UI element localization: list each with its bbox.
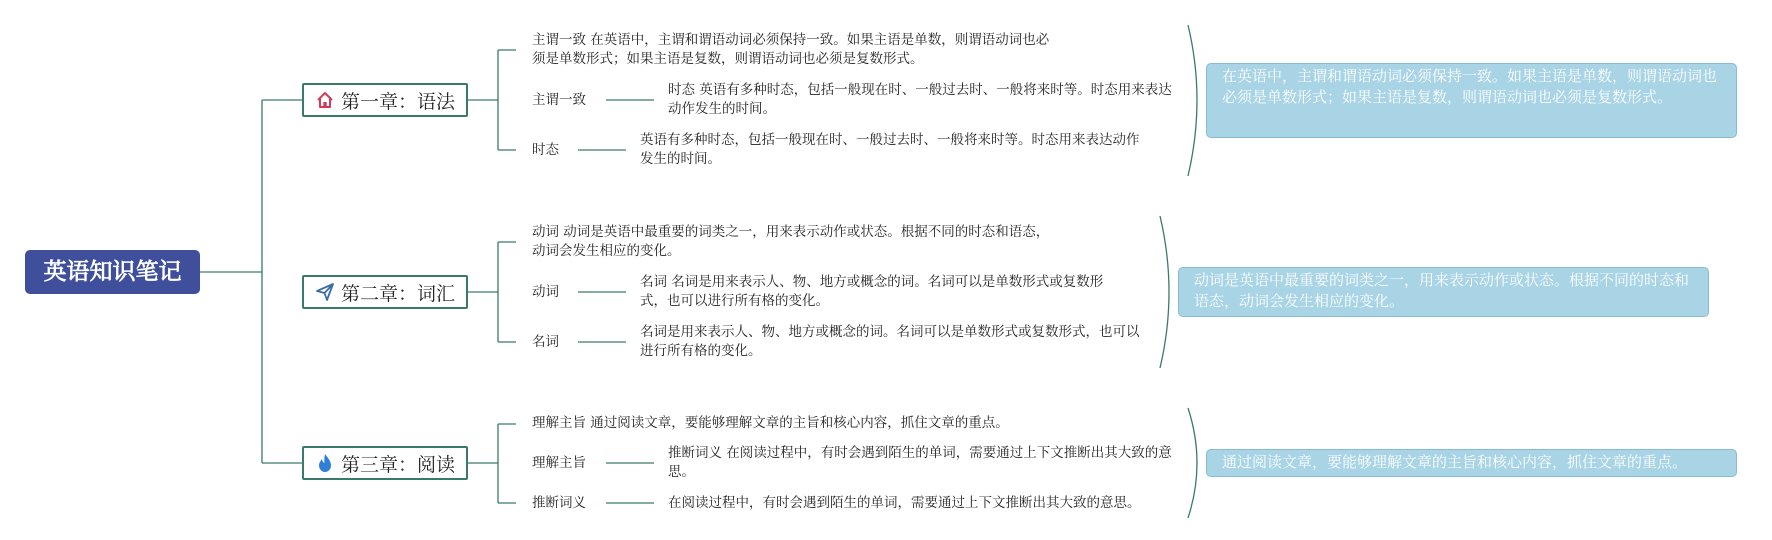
chapter-title: 第三章：阅读 <box>340 453 455 476</box>
root-node[interactable]: 英语知识笔记 <box>25 250 200 294</box>
chapter-vocabulary-node[interactable] <box>302 275 468 309</box>
leaf-text[interactable]: 时态 英语有多种时态，包括一般现在时、一般过去时、一般将来时等。时态用来表达动作发生的时间。 <box>668 82 1172 117</box>
leaf-label[interactable]: 推断词义 <box>532 495 586 511</box>
leaf-text[interactable]: 主谓一致 在英语中，主谓和谓语动词必须保持一致。如果主语是单数，则谓语动词也必须是单数形式；如果主语是复数，则谓语动词也必须是复数形式。 <box>532 32 1050 67</box>
chapter-reading-node[interactable] <box>302 446 468 480</box>
summary-box[interactable]: 在英语中，主谓和谓语动词必须保持一致。如果主语是单数，则谓语动词也必须是单数形式；如果主语是复数，则谓语动词也必须是复数形式。 <box>1206 63 1737 138</box>
leaf-text[interactable]: 理解主旨 通过阅读文章，要能够理解文章的主旨和核心内容，抓住文章的重点。 <box>532 415 1009 431</box>
summary-box[interactable]: 动词是英语中最重要的词类之一，用来表示动作或状态。根据不同的时态和语态，动词会发生相应的变化。 <box>1178 267 1709 317</box>
leaf-label[interactable]: 时态 <box>532 142 559 158</box>
leaf-text[interactable]: 动词 动词是英语中最重要的词类之一，用来表示动作或状态。根据不同的时态和语态，动词会发生相应的变化。 <box>532 224 1050 259</box>
chapter-title: 第二章：词汇 <box>340 282 455 305</box>
leaf-label[interactable]: 主谓一致 <box>532 92 586 108</box>
leaf-label[interactable]: 理解主旨 <box>532 455 586 471</box>
leaf-text[interactable]: 推断词义 在阅读过程中，有时会遇到陌生的单词，需要通过上下文推断出其大致的意思。 <box>668 445 1172 480</box>
leaf-label[interactable]: 动词 <box>532 284 559 300</box>
leaf-text[interactable]: 在阅读过程中，有时会遇到陌生的单词，需要通过上下文推断出其大致的意思。 <box>668 495 1141 511</box>
leaf-text[interactable]: 名词是用来表示人、物、地方或概念的词。名词可以是单数形式或复数形式，也可以进行所有格的变化。 <box>640 324 1140 359</box>
home-icon <box>315 90 335 110</box>
chapter-title: 第一章：语法 <box>340 90 455 113</box>
leaf-text[interactable]: 英语有多种时态，包括一般现在时、一般过去时、一般将来时等。时态用来表达动作发生的时间。 <box>640 132 1140 167</box>
leaf-label[interactable]: 名词 <box>532 334 559 350</box>
summary-box[interactable]: 通过阅读文章，要能够理解文章的主旨和核心内容，抓住文章的重点。 <box>1206 449 1737 477</box>
flame-icon <box>315 453 335 473</box>
chapter-grammar-node[interactable] <box>302 83 468 117</box>
leaf-text[interactable]: 名词 名词是用来表示人、物、地方或概念的词。名词可以是单数形式或复数形式，也可以进行所有格的变化。 <box>640 274 1104 309</box>
paper-plane-icon <box>315 282 335 302</box>
